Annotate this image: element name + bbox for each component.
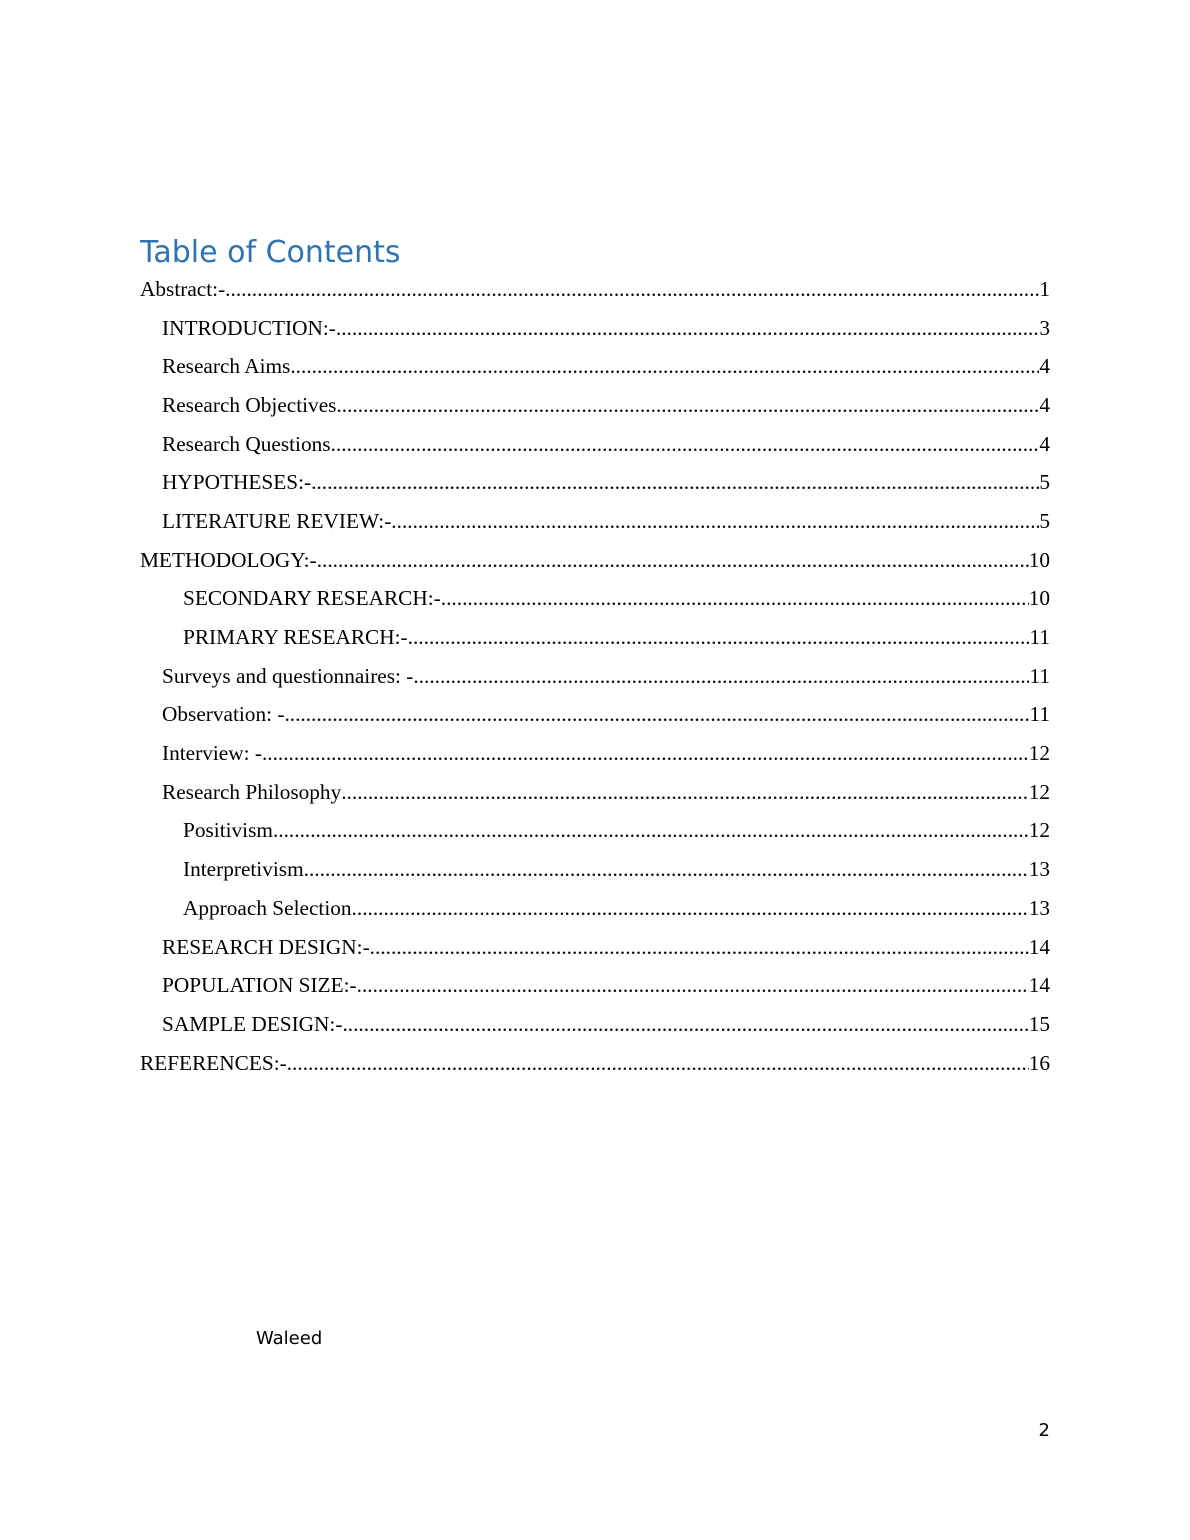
- toc-dot-leader: [262, 741, 1029, 766]
- toc-entry-page-number: 5: [1039, 508, 1050, 533]
- toc-entry[interactable]: [140, 541, 1050, 580]
- toc-list: [140, 270, 1050, 1082]
- toc-dot-leader: [441, 586, 1029, 611]
- toc-entry[interactable]: [140, 425, 1050, 464]
- toc-entry-label: Interpretivism: [183, 857, 304, 882]
- toc-dot-leader: [273, 818, 1029, 843]
- toc-entry-page-number: 1: [1039, 276, 1050, 301]
- toc-entry-page-number: 16: [1028, 1050, 1050, 1075]
- toc-title: Table of Contents: [140, 235, 401, 270]
- toc-entry[interactable]: [140, 889, 1050, 928]
- toc-entry-page-number: 10: [1028, 547, 1050, 572]
- toc-entry[interactable]: [140, 347, 1050, 386]
- toc-entry-page-number: 13: [1028, 857, 1050, 882]
- toc-dot-leader: [284, 702, 1029, 727]
- toc-entry-page-number: 15: [1028, 1011, 1050, 1036]
- toc-dot-leader: [225, 277, 1039, 302]
- toc-entry-label: INTRODUCTION:-: [162, 315, 336, 340]
- toc-entry-page-number: 12: [1028, 741, 1050, 766]
- toc-entry-label: SAMPLE DESIGN:-: [162, 1011, 343, 1036]
- toc-entry-page-number: 5: [1039, 470, 1050, 495]
- toc-dot-leader: [357, 973, 1029, 998]
- toc-entry[interactable]: [140, 270, 1050, 309]
- toc-entry-label: Research Questions: [162, 431, 331, 456]
- toc-entry[interactable]: [140, 463, 1050, 502]
- toc-entry-label: REFERENCES:-: [140, 1050, 287, 1075]
- toc-entry[interactable]: [140, 966, 1050, 1005]
- toc-entry[interactable]: [140, 734, 1050, 773]
- toc-entry[interactable]: [140, 928, 1050, 967]
- toc-entry[interactable]: [140, 696, 1050, 735]
- toc-entry[interactable]: [140, 1044, 1050, 1083]
- toc-entry-page-number: 11: [1029, 625, 1050, 650]
- toc-entry-label: RESEARCH DESIGN:-: [162, 934, 370, 959]
- toc-entry[interactable]: [140, 502, 1050, 541]
- toc-dot-leader: [336, 316, 1039, 341]
- toc-entry-page-number: 11: [1029, 702, 1050, 727]
- toc-dot-leader: [331, 432, 1040, 457]
- toc-entry-label: Observation: -: [162, 702, 285, 727]
- toc-dot-leader: [408, 625, 1030, 650]
- toc-entry-label: Abstract:-: [140, 276, 226, 301]
- toc-dot-leader: [304, 857, 1029, 882]
- footer-author-name: Waleed: [256, 1328, 323, 1349]
- toc-entry[interactable]: [140, 580, 1050, 619]
- toc-entry[interactable]: [140, 309, 1050, 348]
- toc-entry[interactable]: [140, 773, 1050, 812]
- toc-dot-leader: [311, 470, 1039, 495]
- page-number: 2: [1038, 1420, 1050, 1441]
- toc-entry-label: Research Objectives: [162, 392, 337, 417]
- toc-dot-leader: [413, 664, 1029, 689]
- toc-dot-leader: [317, 548, 1029, 573]
- toc-entry-label: Research Aims: [162, 354, 291, 379]
- toc-entry-label: Approach Selection: [183, 895, 352, 920]
- toc-entry-label: HYPOTHESES:-: [162, 470, 312, 495]
- toc-dot-leader: [391, 509, 1039, 534]
- toc-entry[interactable]: [140, 657, 1050, 696]
- toc-dot-leader: [370, 935, 1029, 960]
- toc-entry-page-number: 4: [1039, 354, 1050, 379]
- toc-entry-label: Surveys and questionnaires: -: [162, 663, 414, 688]
- toc-entry-page-number: 12: [1028, 818, 1050, 843]
- toc-dot-leader: [290, 354, 1039, 379]
- toc-entry-label: PRIMARY RESEARCH:-: [183, 625, 408, 650]
- toc-entry-page-number: 13: [1028, 895, 1050, 920]
- toc-entry-page-number: 4: [1039, 431, 1050, 456]
- toc-entry-label: Positivism: [183, 818, 273, 843]
- toc-entry-page-number: 4: [1039, 392, 1050, 417]
- toc-entry-label: Interview: -: [162, 741, 262, 766]
- toc-entry[interactable]: [140, 386, 1050, 425]
- toc-dot-leader: [342, 1012, 1028, 1037]
- toc-entry-page-number: 10: [1028, 586, 1050, 611]
- toc-entry-label: LITERATURE REVIEW:-: [162, 508, 392, 533]
- toc-entry[interactable]: [140, 618, 1050, 657]
- toc-entry-label: Research Philosophy: [162, 779, 342, 804]
- toc-entry-page-number: 3: [1039, 315, 1050, 340]
- toc-entry[interactable]: [140, 812, 1050, 851]
- toc-dot-leader: [336, 393, 1039, 418]
- toc-entry-page-number: 11: [1029, 663, 1050, 688]
- toc-entry-page-number: 12: [1028, 779, 1050, 804]
- toc-entry-label: METHODOLOGY:-: [140, 547, 317, 572]
- toc-entry[interactable]: [140, 1005, 1050, 1044]
- toc-dot-leader: [352, 896, 1029, 921]
- toc-entry-page-number: 14: [1028, 934, 1050, 959]
- toc-dot-leader: [341, 780, 1028, 805]
- toc-entry-label: POPULATION SIZE:-: [162, 973, 357, 998]
- toc-dot-leader: [287, 1051, 1029, 1076]
- toc-entry-page-number: 14: [1028, 973, 1050, 998]
- toc-entry-label: SECONDARY RESEARCH:-: [183, 586, 441, 611]
- toc-entry[interactable]: [140, 850, 1050, 889]
